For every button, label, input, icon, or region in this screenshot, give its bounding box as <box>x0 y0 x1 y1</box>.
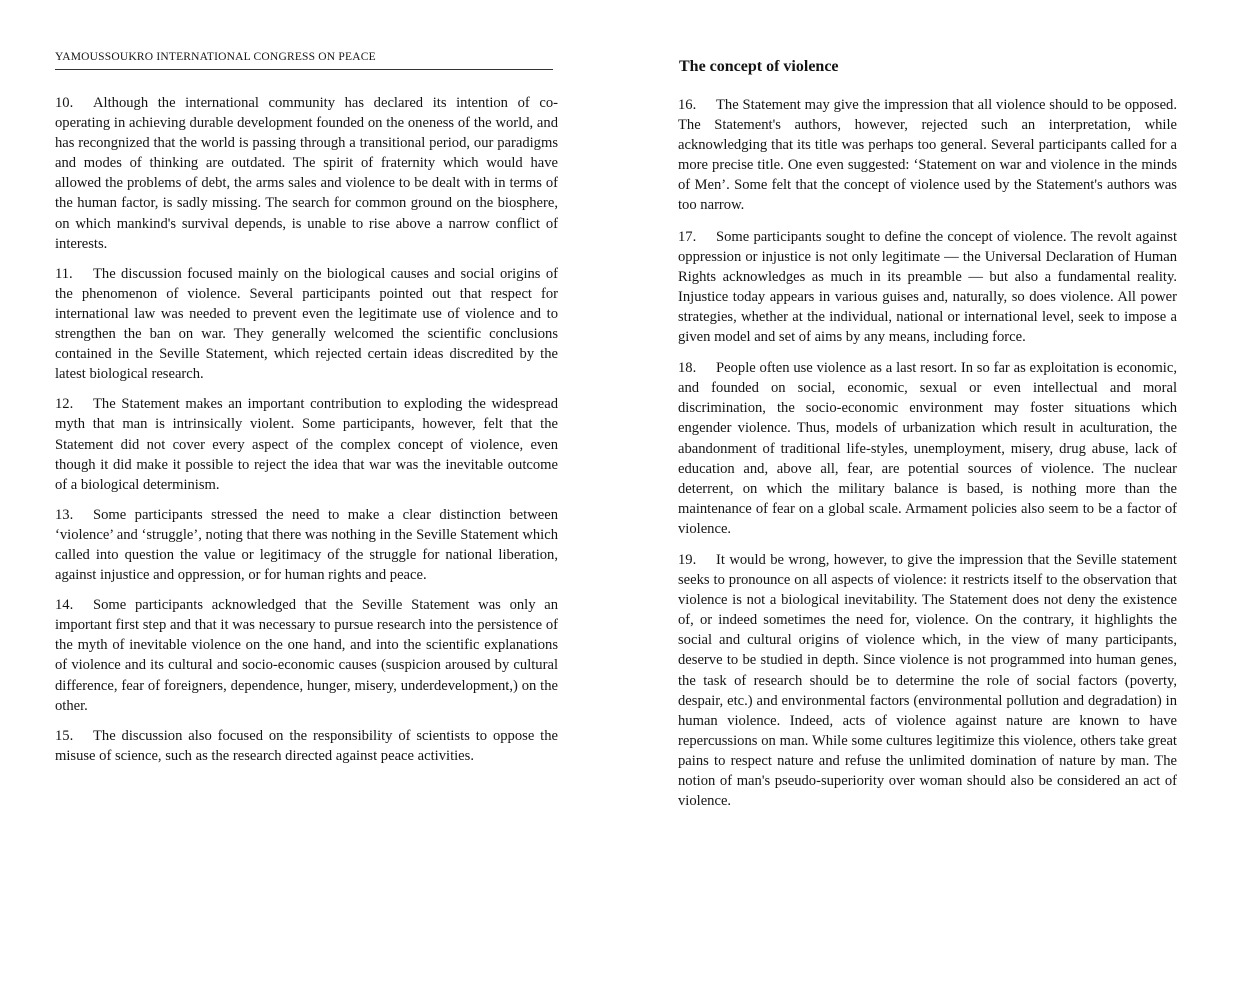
paragraph-number: 19. <box>678 551 697 568</box>
left-page <box>0 0 620 1000</box>
left-text-column <box>55 93 558 776</box>
paragraph-text: Some participants stressed the need to make a clear distinction between ‘violence’ and ‘struggle’, noting that there was nothing in the Seville Statement which called into question the value or legitimacy of the struggle for national liberation, against injustice and oppression, or for human rights and peace. <box>55 506 558 584</box>
paragraph-number: 15. <box>55 727 74 744</box>
paragraph-number: 13. <box>55 506 74 523</box>
paragraph-13 <box>55 505 558 585</box>
paragraph-number: 14. <box>55 597 74 614</box>
paragraph-19 <box>678 550 1177 811</box>
running-head: YAMOUSSOUKRO INTERNATIONAL CONGRESS ON PEACE <box>55 51 376 63</box>
header-rule <box>55 69 553 70</box>
paragraph-number: 16. <box>678 97 697 113</box>
paragraph-number: 12. <box>55 396 74 413</box>
paragraph-number: 11. <box>55 265 73 282</box>
paragraph-text: Some participants sought to define the concept of violence. The revolt against oppression or injustice is not only legitimate — the Universal Declaration of Human Rights acknowledges as much in its preamble — but also a fundamental reality. Injustice today appears in various guises and, naturally, so does violence. All power strategies, whether at the individual, national or international level, seek to impose a given model and set of aims by any means, including force. <box>678 228 1177 346</box>
paragraph-14 <box>55 595 558 716</box>
paragraph-text: Some participants acknowledged that the Seville Statement was only an important first step and that it was necessary to pursue research into the persistence of the myth of inevitable violence on the one hand, and into the scientific explanations of violence and its cultural and socio-economic causes (suspicion aroused by cultural difference, fear of foreigners, dependence, hunger, misery, underdevelopment,) on the other. <box>55 597 558 714</box>
paragraph-number: 18. <box>678 360 697 377</box>
paragraph-18 <box>678 358 1177 539</box>
paragraph-text: The Statement makes an important contribution to exploding the widespread myth that man is intrinsically violent. Some participants, however, felt that the Statement did not cover every aspect of the complex concept of violence, even though it did make it possible to reject the idea that war was the inevitable outcome of a biological determinism. <box>55 396 558 493</box>
paragraph-12 <box>55 394 558 494</box>
right-text-column <box>678 95 1177 822</box>
paragraph-number: 10. <box>55 95 74 111</box>
right-page <box>625 0 1250 1000</box>
paragraph-17 <box>678 227 1177 348</box>
paragraph-text: The Statement may give the impression that all violence should to be opposed. The Statement's authors, however, rejected such an interpretation, while acknowledging that its title was perhaps too general. Several participants called for a more precise title. One even suggested: ‘Statement on war and violence in the minds of Men’. Some felt that the concept of violence used by the Statement's authors was too narrow. <box>678 97 1177 214</box>
paragraph-16 <box>678 95 1177 216</box>
paragraph-11 <box>55 264 558 385</box>
paragraph-number: 17. <box>678 228 697 245</box>
paragraph-15 <box>55 726 558 766</box>
paragraph-text: The discussion also focused on the responsibility of scientists to oppose the misuse of science, such as the research directed against peace activities. <box>55 727 558 764</box>
paragraph-10 <box>55 93 558 254</box>
paragraph-text: People often use violence as a last resort. In so far as exploitation is economic, and founded on social, economic, sexual or even intellectual and moral discrimination, the socio-economic environment may foster situations which engender violence. Thus, models of urbanization which result in aculturation, the abandonment of traditional life-styles, unemployment, misery, drug abuse, lack of education and, above all, fear, are potential sources of violence. The nuclear deterrent, on which the military balance is based, is nothing more than the maintenance of fear on a global scale. Armament policies also seem to be a factor of violence. <box>678 360 1177 537</box>
paragraph-text: The discussion focused mainly on the biological causes and social origins of the phenomenon of violence. Several participants pointed out that respect for international law was needed to prevent even the legitimate use of violence and to strengthen the ban on war. They generally welcomed the scientific conclusions contained in the Seville Statement, which rejected certain ideas discredited by the latest biological research. <box>55 265 558 383</box>
paragraph-text: It would be wrong, however, to give the impression that the Seville statement seeks to pronounce on all aspects of violence: it restricts itself to the observation that violence is not a biological inevitability. The Statement does not deny the existence of, or indeed sometimes the need for, violence. On the contrary, it highlights the social and cultural origins of violence which, in the view of many participants, deserve to be studied in depth. Since violence is not programmed into human genes, the task of research should be to determine the role of social factors (poverty, despair, etc.) and environmental factors (environmental pollution and degradation) in human violence. Indeed, acts of violence against nature are known to have repercussions on man. While some cultures legitimize this violence, others take great pains to respect nature and refuse the unlimited domination of nature by man. The notion of man's pseudo-superiority over woman should also be considered an act of violence. <box>678 551 1177 810</box>
section-title: The concept of violence <box>679 58 839 75</box>
paragraph-text: Although the international community has declared its intention of co-operating in achieving durable development founded on the oneness of the world, and has recongnized that the world is passing through a transitional period, our paradigms and modes of thinking are outdated. The spirit of fraternity which would have allowed the problems of debt, the arms sales and violence to be dealt with in terms of the human factor, is sadly missing. The search for common ground on the biosphere, on which mankind's survival depends, is unable to rise above a narrow conflict of interests. <box>55 95 558 252</box>
